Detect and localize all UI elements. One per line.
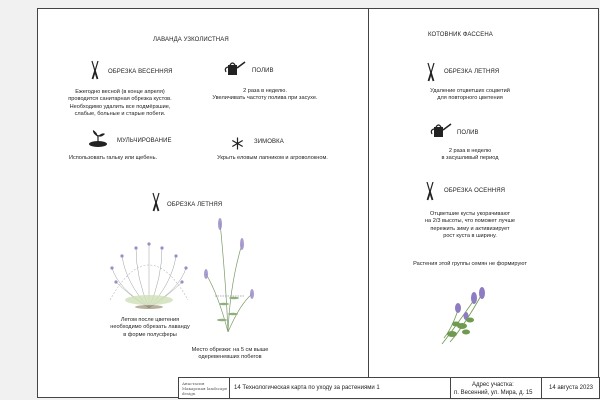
wintering-text: Укрыть еловым лапником и агроволокном. bbox=[217, 155, 328, 161]
catmint-note: Растения этой группы семян не формируют bbox=[413, 261, 527, 267]
catmint-autumn-pruning-title: ОБРЕЗКА ОСЕННЯЯ bbox=[444, 188, 506, 194]
spring-pruning-title: ОБРЕЗКА ВЕСЕННЯЯ bbox=[108, 69, 173, 75]
sheet-date: 14 августа 2023 bbox=[549, 385, 594, 391]
pruning-shears-icon bbox=[89, 60, 101, 80]
lavender-bush-illustration bbox=[108, 238, 190, 310]
watering-can-icon bbox=[430, 122, 452, 138]
catmint-illustration bbox=[436, 286, 492, 348]
lavender-stem-illustration bbox=[200, 214, 260, 334]
catmint-summer-pruning-text: Удаление отцветших соцветий для повторного цветения bbox=[430, 88, 510, 102]
wintering-title: ЗИМОВКА bbox=[254, 139, 284, 145]
watering-can-icon bbox=[224, 60, 246, 76]
mulch-plant-icon bbox=[88, 129, 108, 147]
title-block-logo bbox=[178, 377, 230, 399]
catmint-summer-pruning-title: ОБРЕЗКА ЛЕТНЯЯ bbox=[444, 69, 500, 75]
title-block-address bbox=[450, 377, 542, 399]
pruning-shears-icon bbox=[425, 62, 437, 82]
watering-text: 2 раза в неделю. Увеличивать частоту полива при засухе. bbox=[212, 88, 318, 102]
summer-pruning-title: ОБРЕЗКА ЛЕТНЯЯ bbox=[167, 202, 223, 208]
panel-divider bbox=[368, 8, 369, 378]
title-block-sheet bbox=[229, 377, 451, 399]
designer-logo: Анастасия Макарская landscape design bbox=[182, 381, 228, 396]
mulching-text: Использовать гальку или щебень. bbox=[68, 155, 158, 161]
spring-pruning-text: Ежегодно весной (в конце апреля) проводится санитарная обрезка кустов. Необходимо удалить все подмёрзшие, слабые, больные и старые побеги. bbox=[68, 89, 172, 118]
sheet-title: 14 Технологическая карта по уходу за растениями 1 bbox=[234, 385, 380, 391]
pruning-shears-icon bbox=[150, 192, 162, 212]
summer-pruning-caption-left: Летом после цветения необходимо обрезать лаванду в форме полусферы bbox=[110, 317, 190, 338]
catmint-watering-title: ПОЛИВ bbox=[457, 130, 479, 136]
catmint-watering-text: 2 раза в неделю в засушливый период bbox=[441, 148, 499, 162]
right-panel-title: КОТОВНИК ФАССЕНА bbox=[428, 32, 493, 38]
pruning-shears-icon bbox=[424, 181, 436, 201]
address-value: п. Весенний, ул. Мира, д. 15 bbox=[454, 390, 533, 396]
drawing-sheet bbox=[37, 8, 599, 398]
left-panel-title: ЛАВАНДА УЗКОЛИСТНАЯ bbox=[153, 37, 229, 43]
watering-title: ПОЛИВ bbox=[252, 68, 274, 74]
catmint-autumn-pruning-text: Отцветшие кусты укорачивают на 2/3 высоты, что поможет лучше пережить зиму и активизирует рост куста в ширину. bbox=[424, 211, 516, 240]
mulching-title: МУЛЬЧИРОВАНИЕ bbox=[117, 138, 172, 144]
summer-pruning-caption-right: Место обрезки: на 5 см выше одеревеневших побегов bbox=[191, 347, 269, 361]
address-label: Адрес участка: bbox=[472, 382, 514, 388]
title-block-date bbox=[541, 377, 600, 399]
snowflake-icon bbox=[231, 137, 244, 150]
